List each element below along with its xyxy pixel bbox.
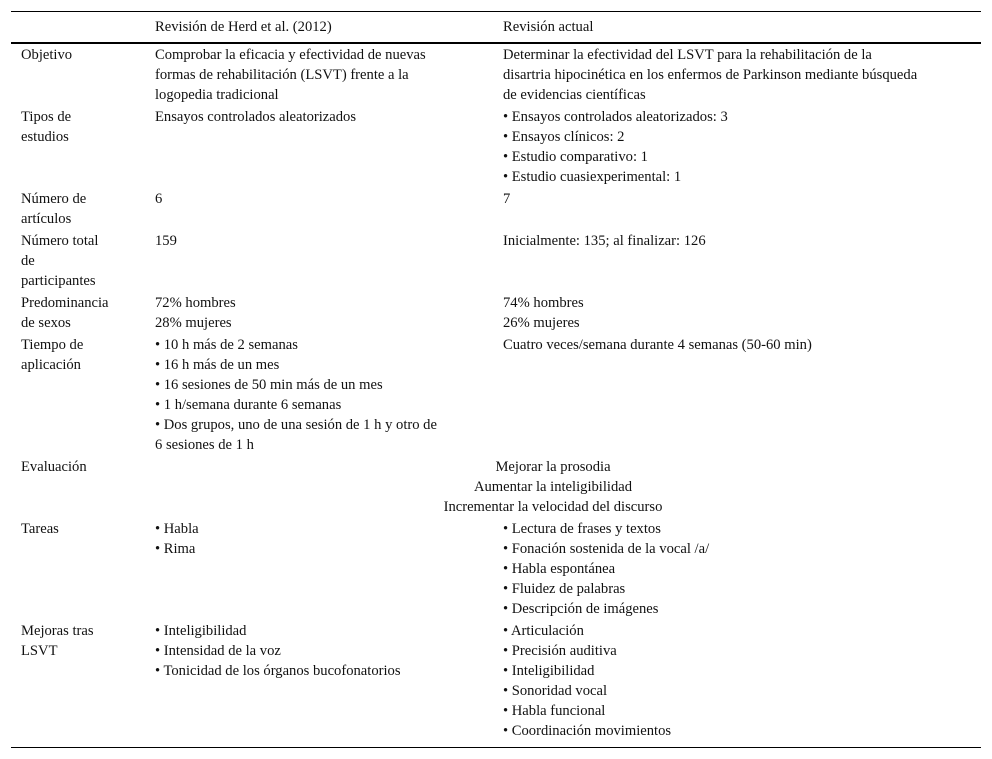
row-articulos-label: Número de artículos [21, 191, 87, 227]
row-objetivo-herd: Comprobar la eficacia y efectividad de nuevas formas de rehabilitación (LSVT) frente a la logopedia tradicional [155, 47, 426, 103]
row-mejoras-label: Mejoras tras LSVT [21, 623, 94, 659]
row-participantes-actual: Inicialmente: 135; al finalizar: 126 [503, 233, 706, 249]
row-evaluacion-shared: Mejorar la prosodia Aumentar la inteligibilidad Incrementar la velocidad del discurso [443, 459, 663, 515]
header-herd: Revisión de Herd et al. (2012) [155, 19, 332, 35]
row-tareas-herd: • Habla • Rima [155, 521, 199, 557]
row-tipos-label: Tipos de estudios [21, 109, 72, 145]
row-articulos-actual: 7 [503, 191, 511, 207]
row-tipos-herd: Ensayos controlados aleatorizados [155, 109, 357, 125]
row-sexos-actual: 74% hombres 26% mujeres [503, 295, 584, 331]
row-articulos-herd: 6 [155, 191, 163, 207]
row-participantes-herd: 159 [155, 233, 177, 249]
row-tiempo-actual: Cuatro veces/semana durante 4 semanas (50-60 min) [503, 337, 812, 353]
bottom-rule [11, 747, 981, 748]
row-evaluacion-label: Evaluación [21, 459, 87, 475]
row-sexos-label: Predominancia de sexos [21, 295, 109, 331]
row-tareas-actual: • Lectura de frases y textos • Fonación sostenida de la vocal /a/ • Habla espontánea • Fluidez de palabras • Descripción de imágenes [503, 521, 710, 617]
row-mejoras-herd: • Inteligibilidad • Intensidad de la voz • Tonicidad de los órganos bucofonatorios [155, 623, 401, 679]
top-rule [11, 11, 981, 12]
row-tiempo-herd: • 10 h más de 2 semanas • 16 h más de un mes • 16 sesiones de 50 min más de un mes • 1 h/semana durante 6 semanas • Dos grupos, uno de una sesión de 1 h y otro de 6 sesiones de 1 h [155, 337, 437, 453]
row-objetivo-actual: Determinar la efectividad del LSVT para la rehabilitación de la disartria hipocinética en los enfermos de Parkinson mediante búsqueda de evidencias científicas [503, 47, 918, 103]
header-rule [11, 42, 981, 44]
row-mejoras-actual: • Articulación • Precisión auditiva • Inteligibilidad • Sonoridad vocal • Habla funcional • Coordinación movimientos [503, 623, 672, 739]
row-tipos-actual: • Ensayos controlados aleatorizados: 3 • Ensayos clínicos: 2 • Estudio comparativo: 1 • Estudio cuasiexperimental: 1 [503, 109, 728, 185]
row-objetivo-label: Objetivo [21, 47, 73, 63]
row-tareas-label: Tareas [21, 521, 59, 537]
row-participantes-label: Número total de participantes [21, 233, 99, 289]
row-tiempo-label: Tiempo de aplicación [21, 337, 84, 373]
row-sexos-herd: 72% hombres 28% mujeres [155, 295, 236, 331]
header-actual: Revisión actual [503, 19, 594, 35]
